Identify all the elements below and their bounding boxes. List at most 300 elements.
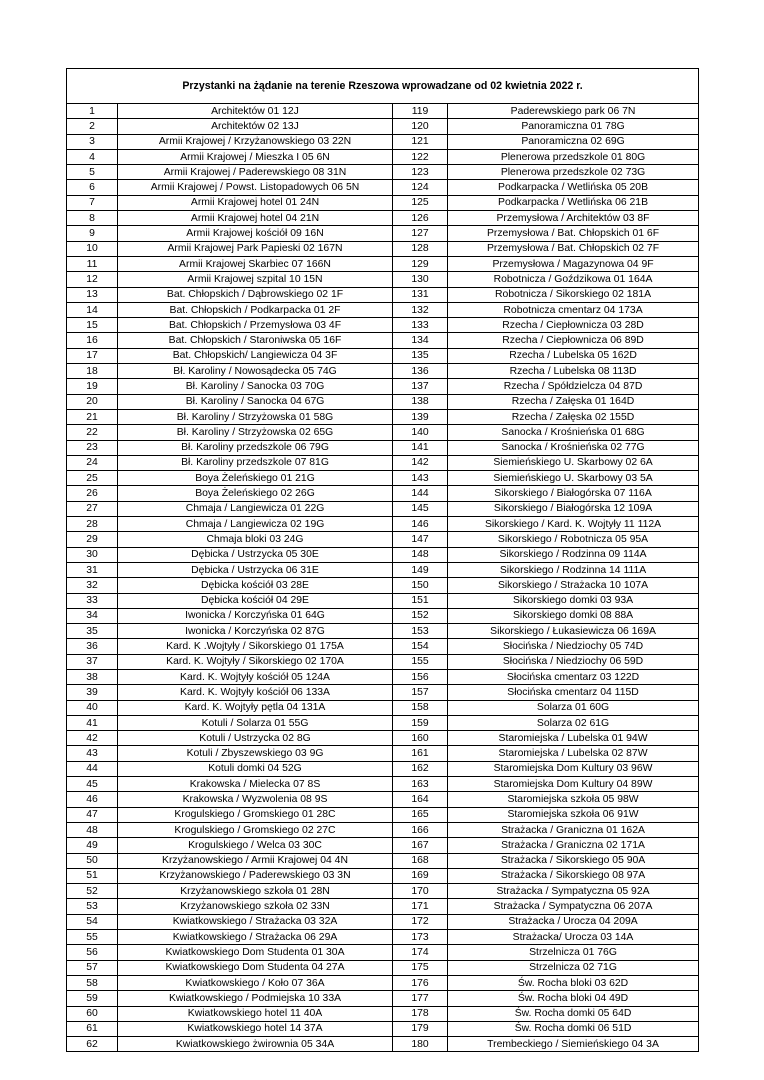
stop-name-left: Kwiatkowskiego hotel 14 37A — [118, 1021, 393, 1036]
stop-name-right: Słocińska cmentarz 04 115D — [448, 685, 699, 700]
stop-name-left: Iwonicka / Korczyńska 01 64G — [118, 608, 393, 623]
stop-name-left: Chmaja bloki 03 24G — [118, 532, 393, 547]
table-row — [67, 731, 699, 746]
stop-name-right: Plenerowa przedszkole 01 80G — [448, 149, 699, 164]
stop-number-left: 33 — [67, 593, 118, 608]
document-page — [66, 68, 698, 1052]
table-row — [67, 211, 699, 226]
stop-number-right: 134 — [393, 333, 448, 348]
stop-name-right: Strażacka/ Urocza 03 14A — [448, 930, 699, 945]
table-row — [67, 945, 699, 960]
stop-number-right: 165 — [393, 807, 448, 822]
table-row — [67, 669, 699, 684]
stop-name-left: Kwiatkowskiego Dom Studenta 01 30A — [118, 945, 393, 960]
stop-name-left: Kwiatkowskiego / Podmiejska 10 33A — [118, 991, 393, 1006]
stop-number-right: 158 — [393, 700, 448, 715]
stop-number-left: 7 — [67, 195, 118, 210]
stop-name-left: Iwonicka / Korczyńska 02 87G — [118, 624, 393, 639]
stop-number-right: 147 — [393, 532, 448, 547]
stop-name-left: Kotuli / Ustrzycka 02 8G — [118, 731, 393, 746]
stop-name-right: Sikorskiego / Rodzinna 09 114A — [448, 547, 699, 562]
bus-stops-table — [66, 68, 699, 1052]
stop-name-right: Panoramiczna 01 78G — [448, 119, 699, 134]
stop-number-right: 131 — [393, 287, 448, 302]
stop-number-right: 146 — [393, 517, 448, 532]
stop-name-right: Strzelnicza 02 71G — [448, 960, 699, 975]
table-row — [67, 517, 699, 532]
table-title-row — [67, 69, 699, 104]
table-row — [67, 700, 699, 715]
stop-number-left: 60 — [67, 1006, 118, 1021]
table-title: Przystanki na żądanie na terenie Rzeszowa wprowadzane od 02 kwietnia 2022 r. — [67, 69, 699, 104]
stop-number-left: 54 — [67, 914, 118, 929]
stop-number-right: 153 — [393, 624, 448, 639]
table-row — [67, 394, 699, 409]
stop-name-right: Sikorskiego / Strażacka 10 107A — [448, 578, 699, 593]
stop-name-left: Bł. Karoliny przedszkole 07 81G — [118, 455, 393, 470]
stop-number-left: 1 — [67, 104, 118, 119]
stop-name-right: Strażacka / Sympatyczna 06 207A — [448, 899, 699, 914]
stop-name-left: Boya Żeleńskiego 02 26G — [118, 486, 393, 501]
table-row — [67, 746, 699, 761]
table-row — [67, 608, 699, 623]
table-row — [67, 807, 699, 822]
stop-name-left: Krogulskiego / Gromskiego 01 28C — [118, 807, 393, 822]
table-row — [67, 318, 699, 333]
stop-name-left: Kard. K. Wojtyły pętla 04 131A — [118, 700, 393, 715]
table-row — [67, 868, 699, 883]
stop-number-left: 32 — [67, 578, 118, 593]
table-row — [67, 899, 699, 914]
stop-name-left: Kard. K. Wojtyły / Sikorskiego 02 170A — [118, 654, 393, 669]
stop-name-left: Bł. Karoliny / Strzyżowska 02 65G — [118, 425, 393, 440]
table-row — [67, 486, 699, 501]
stop-name-right: Sikorskiego / Robotnicza 05 95A — [448, 532, 699, 547]
stop-number-right: 149 — [393, 562, 448, 577]
stop-name-right: Robotnicza / Sikorskiego 02 181A — [448, 287, 699, 302]
stop-name-right: Św. Rocha bloki 03 62D — [448, 975, 699, 990]
stop-name-left: Kwiatkowskiego / Strażacka 03 32A — [118, 914, 393, 929]
stop-number-right: 129 — [393, 256, 448, 271]
stop-number-right: 151 — [393, 593, 448, 608]
table-row — [67, 532, 699, 547]
stop-name-left: Dębicka kościół 03 28E — [118, 578, 393, 593]
stop-name-left: Chmaja / Langiewicza 02 19G — [118, 517, 393, 532]
stop-number-right: 130 — [393, 272, 448, 287]
stop-number-right: 128 — [393, 241, 448, 256]
stop-number-left: 39 — [67, 685, 118, 700]
table-row — [67, 593, 699, 608]
stop-number-left: 6 — [67, 180, 118, 195]
stop-name-right: Podkarpacka / Wetlińska 06 21B — [448, 195, 699, 210]
stop-name-right: Rzecha / Lubelska 08 113D — [448, 364, 699, 379]
stop-number-left: 3 — [67, 134, 118, 149]
stop-number-left: 14 — [67, 302, 118, 317]
stop-name-left: Armii Krajowej Park Papieski 02 167N — [118, 241, 393, 256]
stop-number-left: 58 — [67, 975, 118, 990]
stop-number-left: 13 — [67, 287, 118, 302]
stop-name-left: Kwiatkowskiego / Koło 07 36A — [118, 975, 393, 990]
stop-number-left: 19 — [67, 379, 118, 394]
stop-name-left: Bł. Karoliny przedszkole 06 79G — [118, 440, 393, 455]
stop-number-left: 51 — [67, 868, 118, 883]
stop-number-right: 179 — [393, 1021, 448, 1036]
stop-number-right: 154 — [393, 639, 448, 654]
stop-name-right: Staromiejska Dom Kultury 03 96W — [448, 761, 699, 776]
stop-name-left: Armii Krajowej hotel 01 24N — [118, 195, 393, 210]
stop-number-left: 17 — [67, 348, 118, 363]
table-row — [67, 165, 699, 180]
stop-number-right: 174 — [393, 945, 448, 960]
stop-number-left: 52 — [67, 884, 118, 899]
stop-number-right: 180 — [393, 1037, 448, 1052]
stop-name-left: Kotuli domki 04 52G — [118, 761, 393, 776]
stop-name-left: Krzyżanowskiego / Armii Krajowej 04 4N — [118, 853, 393, 868]
stop-number-left: 55 — [67, 930, 118, 945]
stop-name-right: Przemysłowa / Magazynowa 04 9F — [448, 256, 699, 271]
table-row — [67, 149, 699, 164]
stop-name-right: Panoramiczna 02 69G — [448, 134, 699, 149]
stop-name-left: Armii Krajowej / Powst. Listopadowych 06 5N — [118, 180, 393, 195]
stop-number-right: 166 — [393, 822, 448, 837]
table-row — [67, 119, 699, 134]
stop-name-left: Krakowska / Wyzwolenia 08 9S — [118, 792, 393, 807]
stop-name-right: Sikorskiego domki 03 93A — [448, 593, 699, 608]
table-row — [67, 1006, 699, 1021]
stop-name-right: Przemysłowa / Bat. Chłopskich 02 7F — [448, 241, 699, 256]
table-row — [67, 379, 699, 394]
stop-name-left: Bat. Chłopskich/ Langiewicza 04 3F — [118, 348, 393, 363]
table-row — [67, 409, 699, 424]
table-row — [67, 501, 699, 516]
stop-number-left: 12 — [67, 272, 118, 287]
stop-name-right: Trembeckiego / Siemieńskiego 04 3A — [448, 1037, 699, 1052]
table-row — [67, 562, 699, 577]
stop-name-right: Podkarpacka / Wetlińska 05 20B — [448, 180, 699, 195]
stop-number-left: 62 — [67, 1037, 118, 1052]
stop-name-left: Armii Krajowej szpital 10 15N — [118, 272, 393, 287]
table-row — [67, 715, 699, 730]
stop-number-left: 16 — [67, 333, 118, 348]
stop-number-right: 121 — [393, 134, 448, 149]
stop-number-right: 133 — [393, 318, 448, 333]
stop-number-left: 47 — [67, 807, 118, 822]
stop-number-left: 37 — [67, 654, 118, 669]
stop-number-left: 40 — [67, 700, 118, 715]
stop-number-right: 173 — [393, 930, 448, 945]
stop-name-left: Bł. Karoliny / Sanocka 03 70G — [118, 379, 393, 394]
stop-number-left: 15 — [67, 318, 118, 333]
stop-number-left: 29 — [67, 532, 118, 547]
stop-number-right: 167 — [393, 838, 448, 853]
stop-number-right: 171 — [393, 899, 448, 914]
stop-number-left: 53 — [67, 899, 118, 914]
stop-number-left: 59 — [67, 991, 118, 1006]
table-row — [67, 578, 699, 593]
stop-number-left: 36 — [67, 639, 118, 654]
stop-name-left: Kwiatkowskiego / Strażacka 06 29A — [118, 930, 393, 945]
stop-number-left: 46 — [67, 792, 118, 807]
stop-name-left: Kotuli / Zbyszewskiego 03 9G — [118, 746, 393, 761]
stop-name-right: Sanocka / Krośnieńska 02 77G — [448, 440, 699, 455]
stop-number-left: 21 — [67, 409, 118, 424]
stop-number-left: 57 — [67, 960, 118, 975]
stop-number-right: 157 — [393, 685, 448, 700]
stop-number-left: 2 — [67, 119, 118, 134]
stop-name-right: Przemysłowa / Bat. Chłopskich 01 6F — [448, 226, 699, 241]
stop-number-right: 152 — [393, 608, 448, 623]
stop-name-right: Siemieńskiego U. Skarbowy 02 6A — [448, 455, 699, 470]
stop-number-right: 145 — [393, 501, 448, 516]
stop-number-right: 125 — [393, 195, 448, 210]
stop-number-left: 28 — [67, 517, 118, 532]
stop-name-right: Rzecha / Lubelska 05 162D — [448, 348, 699, 363]
stop-name-right: Słocińska / Niedziochy 05 74D — [448, 639, 699, 654]
stop-name-left: Kwiatkowskiego żwirownia 05 34A — [118, 1037, 393, 1052]
stop-name-left: Krogulskiego / Welca 03 30C — [118, 838, 393, 853]
stop-name-right: Św. Rocha bloki 04 49D — [448, 991, 699, 1006]
table-row — [67, 761, 699, 776]
table-row — [67, 180, 699, 195]
stop-name-right: Strzelnicza 01 76G — [448, 945, 699, 960]
table-row — [67, 226, 699, 241]
stop-name-left: Krzyżanowskiego szkoła 01 28N — [118, 884, 393, 899]
stop-number-right: 120 — [393, 119, 448, 134]
stop-number-right: 148 — [393, 547, 448, 562]
stop-name-left: Bat. Chłopskich / Staroniwska 05 16F — [118, 333, 393, 348]
stop-number-right: 178 — [393, 1006, 448, 1021]
stop-name-right: Plenerowa przedszkole 02 73G — [448, 165, 699, 180]
table-row — [67, 333, 699, 348]
stop-name-right: Solarza 01 60G — [448, 700, 699, 715]
stop-name-right: Staromiejska / Lubelska 02 87W — [448, 746, 699, 761]
stop-name-left: Kwiatkowskiego hotel 11 40A — [118, 1006, 393, 1021]
stop-name-right: Rzecha / Ciepłownicza 06 89D — [448, 333, 699, 348]
stop-name-right: Sikorskiego / Białogórska 07 116A — [448, 486, 699, 501]
stop-number-left: 41 — [67, 715, 118, 730]
stop-name-left: Kwiatkowskiego Dom Studenta 04 27A — [118, 960, 393, 975]
stop-name-right: Sikorskiego / Łukasiewicza 06 169A — [448, 624, 699, 639]
stop-number-left: 26 — [67, 486, 118, 501]
stop-number-left: 20 — [67, 394, 118, 409]
table-row — [67, 975, 699, 990]
stop-number-right: 160 — [393, 731, 448, 746]
table-row — [67, 547, 699, 562]
stop-number-left: 43 — [67, 746, 118, 761]
stop-number-right: 141 — [393, 440, 448, 455]
stop-number-left: 49 — [67, 838, 118, 853]
table-row — [67, 853, 699, 868]
stop-name-right: Solarza 02 61G — [448, 715, 699, 730]
table-row — [67, 624, 699, 639]
stop-name-right: Staromiejska / Lubelska 01 94W — [448, 731, 699, 746]
stop-number-right: 170 — [393, 884, 448, 899]
stop-number-right: 172 — [393, 914, 448, 929]
stop-name-right: Sikorskiego / Rodzinna 14 111A — [448, 562, 699, 577]
stop-number-right: 135 — [393, 348, 448, 363]
table-row — [67, 425, 699, 440]
stop-name-left: Architektów 01 12J — [118, 104, 393, 119]
stop-name-right: Sikorskiego domki 08 88A — [448, 608, 699, 623]
stop-name-left: Dębicka kościół 04 29E — [118, 593, 393, 608]
stop-number-right: 175 — [393, 960, 448, 975]
table-row — [67, 930, 699, 945]
stop-name-right: Staromiejska Dom Kultury 04 89W — [448, 777, 699, 792]
stop-number-right: 159 — [393, 715, 448, 730]
stop-name-left: Bat. Chłopskich / Przemysłowa 03 4F — [118, 318, 393, 333]
table-row — [67, 104, 699, 119]
stop-name-right: Sanocka / Krośnieńska 01 68G — [448, 425, 699, 440]
stop-name-right: Słocińska / Niedziochy 06 59D — [448, 654, 699, 669]
stop-name-left: Kard. K. Wojtyły kościół 06 133A — [118, 685, 393, 700]
stop-number-right: 176 — [393, 975, 448, 990]
stop-name-left: Bat. Chłopskich / Dąbrowskiego 02 1F — [118, 287, 393, 302]
stop-name-left: Armii Krajowej Skarbiec 07 166N — [118, 256, 393, 271]
stop-number-left: 8 — [67, 211, 118, 226]
stop-number-right: 138 — [393, 394, 448, 409]
table-row — [67, 822, 699, 837]
table-row — [67, 272, 699, 287]
stop-number-left: 22 — [67, 425, 118, 440]
stop-number-right: 127 — [393, 226, 448, 241]
stop-number-left: 4 — [67, 149, 118, 164]
stop-number-left: 10 — [67, 241, 118, 256]
stop-name-right: Rzecha / Załęska 01 164D — [448, 394, 699, 409]
stop-name-left: Dębicka / Ustrzycka 06 31E — [118, 562, 393, 577]
stop-number-right: 140 — [393, 425, 448, 440]
stop-name-left: Kotuli / Solarza 01 55G — [118, 715, 393, 730]
stop-number-right: 136 — [393, 364, 448, 379]
stop-name-left: Kard. K. Wojtyły kościół 05 124A — [118, 669, 393, 684]
stop-name-right: Robotnicza / Goździkowa 01 164A — [448, 272, 699, 287]
stop-name-left: Bł. Karoliny / Sanocka 04 67G — [118, 394, 393, 409]
stop-number-right: 124 — [393, 180, 448, 195]
stop-number-right: 122 — [393, 149, 448, 164]
stop-name-right: Staromiejska szkoła 06 91W — [448, 807, 699, 822]
stop-name-left: Armii Krajowej kościół 09 16N — [118, 226, 393, 241]
stop-number-left: 30 — [67, 547, 118, 562]
stop-name-left: Krzyżanowskiego / Paderewskiego 03 3N — [118, 868, 393, 883]
table-row — [67, 256, 699, 271]
stop-number-left: 45 — [67, 777, 118, 792]
stop-name-left: Bł. Karoliny / Nowosądecka 05 74G — [118, 364, 393, 379]
stop-number-right: 177 — [393, 991, 448, 1006]
table-body — [67, 69, 699, 1052]
table-row — [67, 241, 699, 256]
stop-number-left: 48 — [67, 822, 118, 837]
table-row — [67, 440, 699, 455]
stop-number-right: 150 — [393, 578, 448, 593]
table-row — [67, 1037, 699, 1052]
table-row — [67, 1021, 699, 1036]
stop-number-left: 18 — [67, 364, 118, 379]
table-row — [67, 914, 699, 929]
stop-name-right: Strażacka / Graniczna 01 162A — [448, 822, 699, 837]
table-row — [67, 302, 699, 317]
stop-name-right: Przemysłowa / Architektów 03 8F — [448, 211, 699, 226]
stop-number-right: 123 — [393, 165, 448, 180]
table-row — [67, 884, 699, 899]
stop-number-left: 34 — [67, 608, 118, 623]
table-row — [67, 364, 699, 379]
stop-name-left: Chmaja / Langiewicza 01 22G — [118, 501, 393, 516]
stop-name-right: Robotnicza cmentarz 04 173A — [448, 302, 699, 317]
stop-number-left: 38 — [67, 669, 118, 684]
stop-number-right: 162 — [393, 761, 448, 776]
stop-number-right: 126 — [393, 211, 448, 226]
stop-name-right: Strażacka / Sympatyczna 05 92A — [448, 884, 699, 899]
stop-number-left: 11 — [67, 256, 118, 271]
stop-name-left: Kard. K .Wojtyły / Sikorskiego 01 175A — [118, 639, 393, 654]
stop-name-right: Rzecha / Spółdzielcza 04 87D — [448, 379, 699, 394]
stop-name-right: Strażacka / Urocza 04 209A — [448, 914, 699, 929]
stop-number-left: 27 — [67, 501, 118, 516]
stop-name-left: Architektów 02 13J — [118, 119, 393, 134]
stop-number-right: 139 — [393, 409, 448, 424]
stop-number-right: 156 — [393, 669, 448, 684]
stop-number-left: 31 — [67, 562, 118, 577]
stop-name-left: Bł. Karoliny / Strzyżowska 01 58G — [118, 409, 393, 424]
stop-name-right: Słocińska cmentarz 03 122D — [448, 669, 699, 684]
table-row — [67, 471, 699, 486]
stop-name-left: Boya Żeleńskiego 01 21G — [118, 471, 393, 486]
stop-number-right: 164 — [393, 792, 448, 807]
stop-name-right: Strażacka / Graniczna 02 171A — [448, 838, 699, 853]
table-row — [67, 960, 699, 975]
table-row — [67, 838, 699, 853]
stop-number-right: 155 — [393, 654, 448, 669]
stop-number-right: 163 — [393, 777, 448, 792]
stop-name-right: Św. Rocha domki 06 51D — [448, 1021, 699, 1036]
stop-number-left: 35 — [67, 624, 118, 639]
stop-number-right: 143 — [393, 471, 448, 486]
table-row — [67, 991, 699, 1006]
stop-number-right: 142 — [393, 455, 448, 470]
stop-number-right: 137 — [393, 379, 448, 394]
stop-number-left: 23 — [67, 440, 118, 455]
stop-number-left: 61 — [67, 1021, 118, 1036]
stop-name-left: Dębicka / Ustrzycka 05 30E — [118, 547, 393, 562]
stop-name-right: Paderewskiego park 06 7N — [448, 104, 699, 119]
table-row — [67, 792, 699, 807]
stop-number-left: 5 — [67, 165, 118, 180]
stop-number-left: 9 — [67, 226, 118, 241]
stop-name-right: Sikorskiego / Kard. K. Wojtyły 11 112A — [448, 517, 699, 532]
stop-name-right: Strażacka / Sikorskiego 08 97A — [448, 868, 699, 883]
stop-name-left: Armii Krajowej / Mieszka I 05 6N — [118, 149, 393, 164]
stop-name-left: Armii Krajowej hotel 04 21N — [118, 211, 393, 226]
stop-name-right: Św. Rocha domki 05 64D — [448, 1006, 699, 1021]
stop-number-left: 50 — [67, 853, 118, 868]
stop-name-left: Armii Krajowej / Paderewskiego 08 31N — [118, 165, 393, 180]
stop-name-right: Sikorskiego / Białogórska 12 109A — [448, 501, 699, 516]
stop-name-left: Krogulskiego / Gromskiego 02 27C — [118, 822, 393, 837]
table-row — [67, 195, 699, 210]
table-row — [67, 455, 699, 470]
table-row — [67, 287, 699, 302]
table-row — [67, 685, 699, 700]
stop-name-left: Bat. Chłopskich / Podkarpacka 01 2F — [118, 302, 393, 317]
table-row — [67, 654, 699, 669]
stop-name-left: Krakowska / Mielecka 07 8S — [118, 777, 393, 792]
stop-number-left: 44 — [67, 761, 118, 776]
table-row — [67, 639, 699, 654]
table-row — [67, 134, 699, 149]
stop-number-right: 119 — [393, 104, 448, 119]
stop-number-left: 25 — [67, 471, 118, 486]
stop-name-right: Strażacka / Sikorskiego 05 90A — [448, 853, 699, 868]
stop-number-right: 161 — [393, 746, 448, 761]
